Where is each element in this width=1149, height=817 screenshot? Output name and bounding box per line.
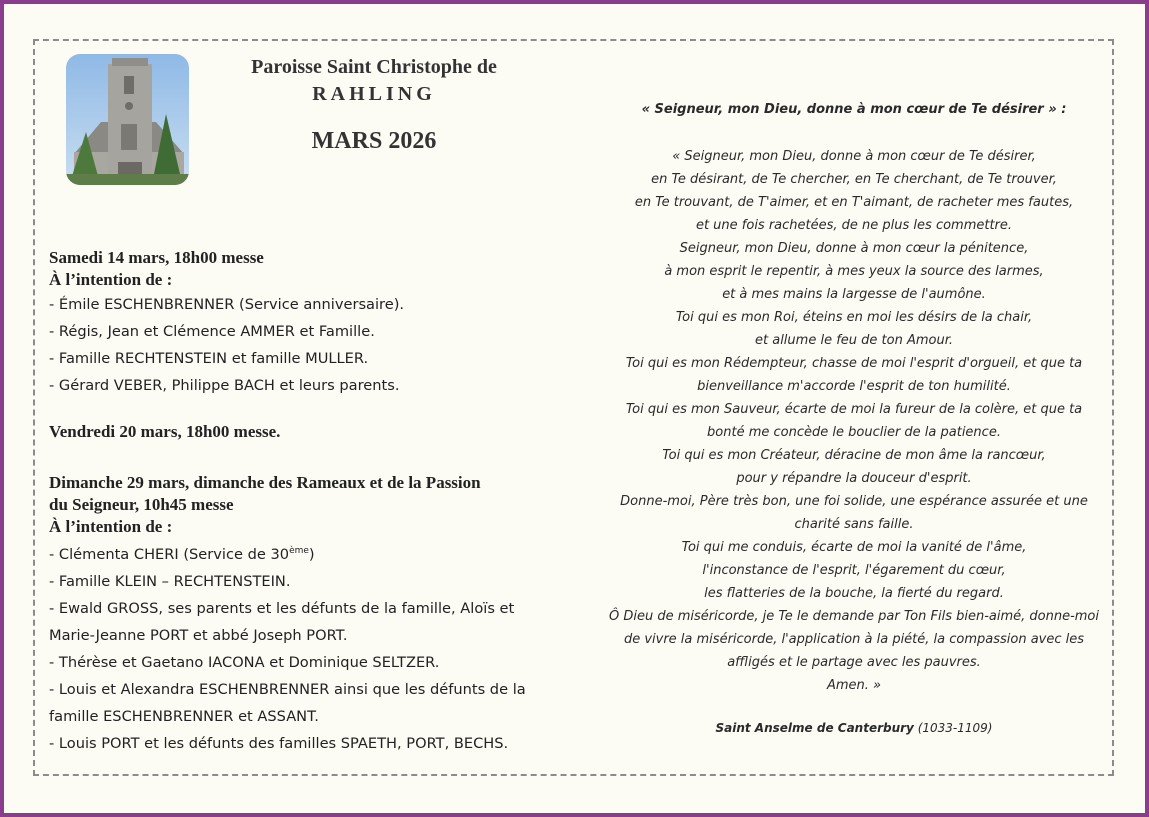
- list-item: - Famille KLEIN – RECHTENSTEIN.: [49, 572, 291, 590]
- prayer-line: en Te trouvant, de T'aimer, et en T'aimant, de racheter mes fautes,: [634, 195, 1074, 210]
- list-item: - Émile ESCHENBRENNER (Service anniversaire).: [49, 296, 405, 313]
- list-item: - Régis, Jean et Clémence AMMER et Famille.: [49, 323, 375, 340]
- list-item: - Famille RECHTENSTEIN et famille MULLER.: [49, 350, 369, 367]
- prayer-line: Toi qui es mon Rédempteur, chasse de moi l'esprit d'orgueil, et que ta: [625, 356, 1083, 371]
- prayer-line: Amen. »: [826, 678, 882, 693]
- list-item: - Gérard VEBER, Philippe BACH et leurs parents.: [49, 377, 400, 394]
- prayer-text: [594, 145, 1114, 697]
- intention-label: À l’intention de :: [49, 270, 173, 289]
- church-photo: [66, 54, 189, 185]
- mass-title-cont: du Seigneur, 10h45 messe: [49, 495, 234, 514]
- prayer-line: Toi qui es mon Créateur, déracine de mon âme la rancœur,: [662, 448, 1046, 463]
- bulletin-card: [4, 4, 1145, 813]
- mass-title: Dimanche 29 mars, dimanche des Rameaux et de la Passion: [49, 473, 481, 492]
- prayer-column: [594, 100, 1114, 737]
- prayer-line: charité sans faille.: [794, 517, 914, 532]
- prayer-line: affligés et le partage avec les pauvres.: [727, 655, 981, 670]
- parish-name: Paroisse Saint Christophe de: [251, 56, 497, 78]
- prayer-title: « Seigneur, mon Dieu, donne à mon cœur de Te désirer » :: [641, 102, 1067, 117]
- prayer-line: et à mes mains la largesse de l'aumône.: [722, 287, 986, 302]
- prayer-line: les flatteries de la bouche, la fierté du regard.: [704, 586, 1004, 601]
- list-item: - Louis et Alexandra ESCHENBRENNER ainsi que les défunts de la: [49, 680, 526, 698]
- list-item: - Louis PORT et les défunts des familles SPAETH, PORT, BECHS.: [49, 734, 509, 752]
- prayer-line: pour y répandre la douceur d'esprit.: [736, 471, 972, 486]
- prayer-line: et une fois rachetées, de ne plus les commettre.: [695, 218, 1013, 233]
- prayer-line: et allume le feu de ton Amour.: [755, 333, 953, 348]
- list-item: - Clémenta CHERI (Service de 30ème): [49, 545, 315, 563]
- intention-list: [49, 291, 559, 399]
- prayer-attribution: [594, 719, 1114, 737]
- prayer-line: « Seigneur, mon Dieu, donne à mon cœur de Te désirer,: [672, 149, 1036, 164]
- list-item: - Thérèse et Gaetano IACONA et Dominique SELTZER.: [49, 653, 440, 671]
- prayer-line: bonté me concède le bouclier de la patience.: [707, 425, 1001, 440]
- list-item: famille ESCHENBRENNER et ASSANT.: [49, 707, 319, 725]
- prayer-line: de vivre la miséricorde, l'application à la piété, la compassion avec les: [623, 632, 1085, 647]
- prayer-line: Donne-moi, Père très bon, une foi solide, une espérance assurée et une: [620, 494, 1088, 509]
- prayer-line: à mon esprit le repentir, à mes yeux la source des larmes,: [664, 264, 1044, 279]
- author-dates: (1033-1109): [917, 721, 993, 735]
- prayer-line: Toi qui es mon Sauveur, écarte de moi la fureur de la colère, et que ta: [625, 402, 1083, 417]
- mass-title: Samedi 14 mars, 18h00 messe: [49, 248, 264, 267]
- prayer-line: Ô Dieu de miséricorde, je Te le demande par Ton Fils bien-aimé, donne-moi: [608, 609, 1099, 624]
- town-name: RAHLING: [312, 83, 436, 105]
- prayer-line: en Te désirant, de Te chercher, en Te cherchant, de Te trouver,: [651, 172, 1057, 187]
- prayer-line: Seigneur, mon Dieu, donne à mon cœur la pénitence,: [679, 241, 1029, 256]
- mass-schedule: [49, 247, 559, 757]
- prayer-line: l'inconstance de l'esprit, l'égarement du cœur,: [702, 563, 1006, 578]
- list-item: Marie-Jeanne PORT et abbé Joseph PORT.: [49, 626, 348, 644]
- list-item: - Ewald GROSS, ses parents et les défunts de la famille, Aloïs et: [49, 599, 515, 617]
- month-title: MARS 2026: [311, 128, 437, 154]
- prayer-author: Saint Anselme de Canterbury: [715, 721, 914, 735]
- prayer-line: Toi qui es mon Roi, éteins en moi les désirs de la chair,: [675, 310, 1033, 325]
- intention-list: [49, 538, 559, 757]
- mass-title: Vendredi 20 mars, 18h00 messe.: [49, 422, 281, 441]
- intention-label: À l’intention de :: [49, 517, 173, 536]
- prayer-line: bienveillance m'accorde l'esprit de ton humilité.: [697, 379, 1011, 394]
- prayer-line: Toi qui me conduis, écarte de moi la vanité de l'âme,: [681, 540, 1027, 555]
